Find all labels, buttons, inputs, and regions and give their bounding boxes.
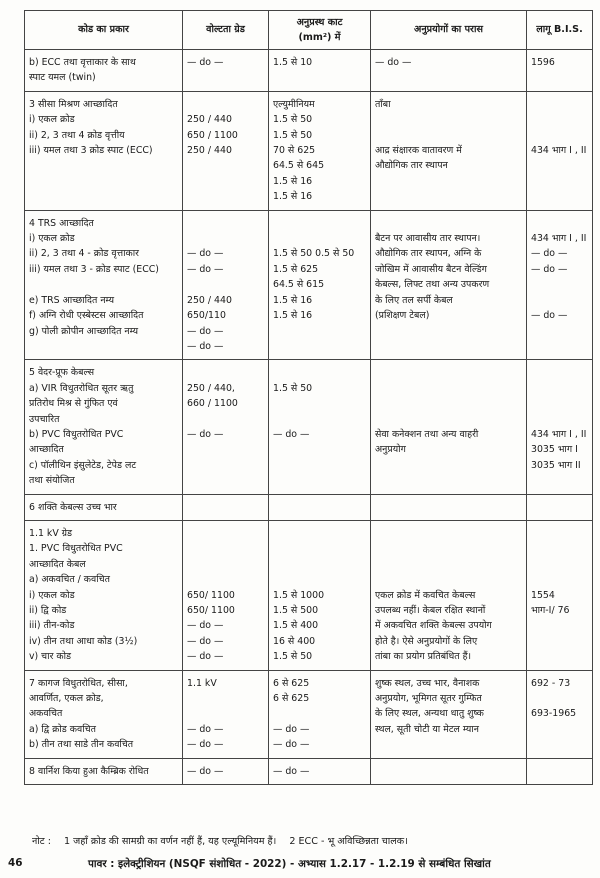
cell-bis: 1554 भाग-I/ 76 bbox=[527, 520, 593, 670]
cell-bis: 434 भाग I , II 3035 भाग I 3035 भाग II bbox=[527, 360, 593, 494]
cell-bis: 692 - 73 693-1965 bbox=[527, 670, 593, 758]
cell-apps: एकल क्रोड में कवचित केबल्स उपलब्ध नहीं। केबल रक्षित स्थानों में अकवचित शक्ति केबल्स उपयोग होते है। ऐसे अनुप्रयोगों के लिए तांबा का प्रयोग प्रतिबंधित हैं। bbox=[371, 520, 527, 670]
cell-voltage: 250 / 440 650 / 1100 250 / 440 bbox=[183, 91, 269, 210]
table-header-row bbox=[25, 11, 593, 50]
cell-type: 8 वार्निश किया हुआ कैम्ब्रिक रोधित bbox=[25, 758, 183, 784]
cell-apps bbox=[371, 758, 527, 784]
note-label: नोट : bbox=[32, 836, 51, 847]
note-item-2: 2 ECC - भू अविच्छिन्नता चालक। bbox=[289, 836, 408, 847]
cell-cross: 6 से 625 6 से 625 — do — — do — bbox=[269, 670, 371, 758]
cell-type: 5 वेदर-प्रूफ केबल्स a) VIR विधुतरोधित सूतर ऋतु प्रतिरोध मिश्र से गुंफित एवं उपचारित b) PVC विधुतरोधित PVC आच्छादित c) पॉलीथिन इंसुलेटेड, टेपेड लट तथा संयोजित bbox=[25, 360, 183, 494]
cell-apps: ताँबा आद्र संक्षारक वातावरण में औद्योगिक तार स्थापन bbox=[371, 91, 527, 210]
cell-type: 1.1 kV ग्रेड 1. PVC विधुतरोधित PVC आच्छादित केबल a) अकवचित / कवचित i) एकल कोड ii) द्वि कोड iii) तीन-कोड iv) तीन तथा आधा कोड (3½) v) चार कोड bbox=[25, 520, 183, 670]
cell-voltage: — do — bbox=[183, 50, 269, 92]
header-cross-section: अनुप्रस्थ काट (mm²) में bbox=[269, 11, 371, 50]
cell-type: 4 TRS आच्छादित i) एकल क्रोड ii) 2, 3 तथा 4 - क्रोड वृत्ताकार iii) यमल तथा 3 - क्रोड स्पाट (ECC) e) TRS आच्छादित नम्य f) अग्नि रोधी एस्बेस्टस आच्छादित g) पोली क्रोपीन आच्छादित नम्य bbox=[25, 210, 183, 360]
table-row bbox=[25, 520, 593, 670]
header-code-type: कोड का प्रकार bbox=[25, 11, 183, 50]
table-row bbox=[25, 91, 593, 210]
cell-cross: — do — bbox=[269, 758, 371, 784]
cell-cross: 1.5 से 1000 1.5 से 500 1.5 से 400 16 से 400 1.5 से 50 bbox=[269, 520, 371, 670]
cell-type: 6 शक्ति केबल्स उच्च भार bbox=[25, 494, 183, 520]
cell-type: 7 कागज विधुतरोधित, सीसा, आवर्णित, एकल क्रोड, अकवचित a) द्वि क्रोड कवचित b) तीन तथा साडे तीन कवचित bbox=[25, 670, 183, 758]
cell-bis: 434 भाग I , II bbox=[527, 91, 593, 210]
header-voltage-grade: वोल्टता ग्रेड bbox=[183, 11, 269, 50]
table-row bbox=[25, 210, 593, 360]
cell-bis: 1596 bbox=[527, 50, 593, 92]
cell-bis: 434 भाग I , II — do — — do — — do — bbox=[527, 210, 593, 360]
cell-bis bbox=[527, 494, 593, 520]
cell-apps: सेवा कनेक्शन तथा अन्य वाहरी अनुप्रयोग bbox=[371, 360, 527, 494]
table-row bbox=[25, 758, 593, 784]
cell-voltage: 1.1 kV — do — — do — bbox=[183, 670, 269, 758]
table-row bbox=[25, 50, 593, 92]
cell-cross bbox=[269, 494, 371, 520]
cell-type: b) ECC तथा वृत्ताकार के साथ स्पाट यमल (twin) bbox=[25, 50, 183, 92]
cell-type: 3 सीसा मिश्रण आच्छादित i) एकल क्रोड ii) 2, 3 तथा 4 क्रोड वृत्तीय iii) यमल तथा 3 क्रोड स्पाट (ECC) bbox=[25, 91, 183, 210]
cell-voltage: — do — — do — 250 / 440 650/110 — do — — do — bbox=[183, 210, 269, 360]
table-row bbox=[25, 494, 593, 520]
header-bis: लागू B.I.S. bbox=[527, 11, 593, 50]
cell-cross: एल्युमीनियम 1.5 से 50 1.5 से 50 70 से 625 64.5 से 645 1.5 से 16 1.5 से 16 bbox=[269, 91, 371, 210]
cell-apps: — do — bbox=[371, 50, 527, 92]
cell-apps bbox=[371, 494, 527, 520]
header-applications: अनुप्रयोगों का परास bbox=[371, 11, 527, 50]
table-row bbox=[25, 360, 593, 494]
cell-voltage: 650/ 1100 650/ 1100 — do — — do — — do — bbox=[183, 520, 269, 670]
cell-apps: शुष्क स्थल, उच्च भार, वैनाशक अनुप्रयोग, भूमिगत सूतर गुम्फित के लिए स्थल, अन्यथा धातु शुष्क स्थल, सूती चोटी या मेटल म्यान bbox=[371, 670, 527, 758]
cell-cross: 1.5 से 10 bbox=[269, 50, 371, 92]
cell-cross: 1.5 से 50 0.5 से 50 1.5 से 625 64.5 से 615 1.5 से 16 1.5 से 16 bbox=[269, 210, 371, 360]
cell-apps: बैटन पर आवासीय तार स्थापन। औद्योगिक तार स्थापन, अग्नि के जोखिम में आवासीय बैटन वेल्डिंग केबल्स, लिफ्ट तथा अन्य उपकरण के लिए तल सर्पी केबल (प्रशिक्षण टेबल) bbox=[371, 210, 527, 360]
page-number: 46 bbox=[8, 857, 23, 869]
cell-cross: 1.5 से 50 — do — bbox=[269, 360, 371, 494]
cell-voltage: 250 / 440, 660 / 1100 — do — bbox=[183, 360, 269, 494]
footer-text: पावर : इलेक्ट्रीशियन (NSQF संशोधित - 2022) - अभ्यास 1.2.17 - 1.2.19 से सम्बंधित सिखांत bbox=[88, 858, 491, 870]
footnote bbox=[32, 834, 418, 847]
note-item-1: 1 जहाँ क्रोड की सामग्री का वर्णन नहीं हैं, यह एल्यूमिनियम हैं। bbox=[64, 836, 277, 847]
cell-voltage bbox=[183, 494, 269, 520]
table-row bbox=[25, 670, 593, 758]
cable-spec-table bbox=[24, 10, 593, 785]
cell-voltage: — do — bbox=[183, 758, 269, 784]
cell-bis bbox=[527, 758, 593, 784]
